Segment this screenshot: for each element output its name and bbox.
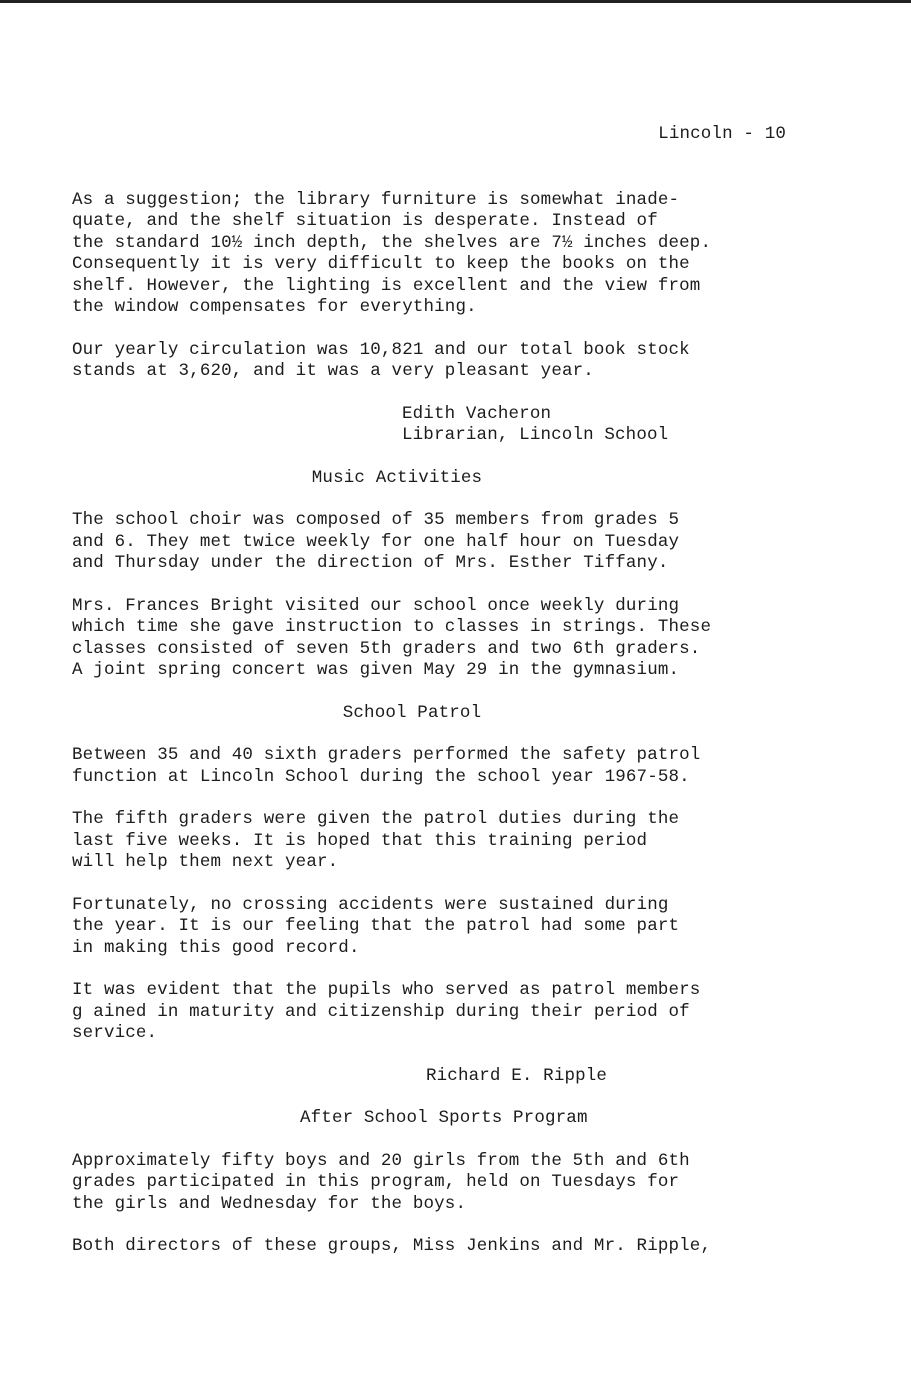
text-line: function at Lincoln School during the school year 1967-58. [72,766,690,787]
text-line: last five weeks. It is hoped that this training period [72,830,648,851]
text-line: will help them next year. [72,852,339,872]
text-line: the girls and Wednesday for the boys. [72,1193,467,1214]
library-signature [72,404,862,447]
text-line: grades participated in this program, held on Tuesdays for [72,1172,680,1192]
text-line: stands at 3,620, and it was a very pleasant year. [72,361,594,381]
sports-paragraph-1 [72,1151,862,1216]
text-line: As a suggestion; the library furniture is somewhat inade- [72,189,680,210]
text-line: shelf. However, the lighting is excellent and the view from [72,275,701,296]
text-line: in making this good record. [72,937,360,958]
patrol-paragraph-1 [72,745,862,788]
page-top-edge [0,0,911,3]
text-line: The school choir was composed of 35 members from grades 5 [72,510,680,530]
patrol-paragraph-3 [72,895,862,960]
patrol-signature-name: Richard E. Ripple [426,1065,608,1086]
section-heading-music: Music Activities [311,467,483,488]
document-page [72,124,862,1279]
section-heading-patrol: School Patrol [342,702,482,723]
music-paragraph-1 [72,510,862,575]
text-line: A joint spring concert was given May 29 in the gymnasium. [72,660,680,680]
text-line: Fortunately, no crossing accidents were sustained during [72,894,669,915]
patrol-paragraph-4 [72,980,862,1045]
library-paragraph-1 [72,190,862,319]
sports-paragraph-2 [72,1236,862,1258]
library-paragraph-2 [72,340,862,383]
page-number-label: Lincoln - 10 [658,124,786,144]
text-line: service. [72,1023,158,1043]
text-line: It was evident that the pupils who served as patrol members [72,980,701,1000]
text-line: the window compensates for everything. [72,297,477,317]
text-line: and Thursday under the direction of Mrs. Esther Tiffany. [72,553,669,573]
text-line: classes consisted of seven 5th graders and two 6th graders. [72,638,701,659]
text-line: which time she gave instruction to classes in strings. These [72,617,712,637]
text-line: Between 35 and 40 sixth graders performed the safety patrol [72,745,701,765]
signature-name: Edith Vacheron [402,403,552,424]
section-heading-sports: After School Sports Program [300,1108,588,1128]
text-line: quate, and the shelf situation is desperate. Instead of [72,211,658,231]
text-line: the year. It is our feeling that the patrol had some part [72,916,680,936]
text-line: and 6. They met twice weekly for one half hour on Tuesday [72,531,680,552]
text-line: Our yearly circulation was 10,821 and our total book stock [72,339,690,360]
signature-title: Librarian, Lincoln School [402,425,669,445]
text-line: Both directors of these groups, Miss Jenkins and Mr. Ripple, [72,1236,712,1256]
text-line: Approximately fifty boys and 20 girls from the 5th and 6th [72,1150,690,1171]
patrol-paragraph-2 [72,809,862,874]
text-line: Consequently it is very difficult to keep the books on the [72,254,690,274]
text-line: the standard 10½ inch depth, the shelves are 7½ inches deep. [72,232,712,253]
text-line: The fifth graders were given the patrol duties during the [72,809,680,829]
text-line: Mrs. Frances Bright visited our school once weekly during [72,595,680,616]
music-paragraph-2 [72,596,862,682]
text-line: g ained in maturity and citizenship during their period of [72,1001,690,1022]
